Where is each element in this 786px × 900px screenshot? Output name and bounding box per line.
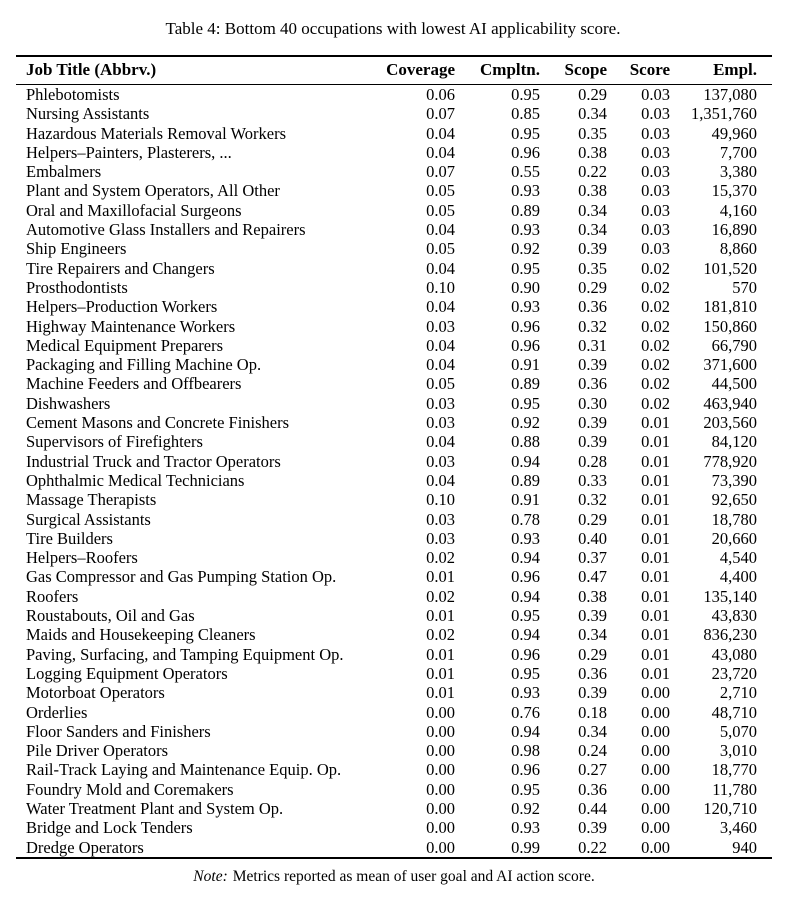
value-cell: 84,120 — [711, 432, 757, 452]
value-cell: 0.96 — [511, 644, 540, 664]
table-row — [16, 259, 772, 278]
note-label: Note: — [193, 867, 228, 885]
value-cell: 0.01 — [641, 490, 670, 510]
table-row — [16, 374, 772, 393]
table-row — [16, 510, 772, 529]
value-cell: 0.01 — [641, 451, 670, 471]
job-title-cell: Massage Therapists — [26, 490, 157, 510]
job-title-cell: Dredge Operators — [26, 837, 144, 857]
value-cell: 0.07 — [426, 104, 455, 124]
value-cell: 0.00 — [426, 721, 455, 741]
value-cell: 11,780 — [712, 779, 757, 799]
value-cell: 0.29 — [578, 85, 607, 104]
value-cell: 0.03 — [641, 85, 670, 104]
table-note — [16, 867, 772, 886]
value-cell: 0.34 — [578, 721, 607, 741]
value-cell: 0.00 — [641, 683, 670, 703]
value-cell: 48,710 — [711, 702, 757, 722]
value-cell: 0.01 — [641, 470, 670, 490]
value-cell: 0.92 — [511, 798, 540, 818]
value-cell: 0.00 — [426, 798, 455, 818]
value-cell: 0.95 — [511, 123, 540, 143]
value-cell: 0.44 — [578, 798, 607, 818]
value-cell: 0.94 — [511, 451, 540, 471]
column-header-score: Score — [629, 60, 670, 79]
job-title-cell: Ophthalmic Medical Technicians — [26, 470, 245, 490]
table-row — [16, 683, 772, 702]
value-cell: 0.35 — [578, 258, 607, 278]
value-cell: 0.01 — [641, 509, 670, 529]
value-cell: 0.05 — [426, 374, 455, 394]
job-title-cell: Helpers–Painters, Plasterers, ... — [26, 142, 232, 162]
value-cell: 0.01 — [426, 683, 455, 703]
value-cell: 0.98 — [511, 741, 540, 761]
value-cell: 0.89 — [511, 374, 540, 394]
value-cell: 0.10 — [426, 277, 455, 297]
value-cell: 0.35 — [578, 123, 607, 143]
value-cell: 0.78 — [511, 509, 540, 529]
table-row — [16, 394, 772, 413]
table-row — [16, 625, 772, 644]
job-title-cell: Medical Equipment Preparers — [26, 335, 224, 355]
job-title-cell: Industrial Truck and Tractor Operators — [26, 451, 281, 471]
value-cell: 0.00 — [426, 818, 455, 838]
job-title-cell: Foundry Mold and Coremakers — [26, 779, 234, 799]
value-cell: 0.38 — [578, 142, 607, 162]
value-cell: 0.39 — [578, 606, 607, 626]
value-cell: 0.94 — [511, 586, 540, 606]
table-header — [16, 56, 772, 85]
job-title-cell: Logging Equipment Operators — [26, 663, 228, 683]
value-cell: 0.01 — [641, 528, 670, 548]
value-cell: 0.27 — [578, 760, 607, 780]
table-row — [16, 124, 772, 143]
job-title-cell: Prosthodontists — [26, 277, 128, 297]
value-cell: 0.03 — [426, 413, 455, 433]
table-row — [16, 606, 772, 625]
job-title-cell: Roustabouts, Oil and Gas — [26, 606, 195, 626]
value-cell: 0.03 — [641, 123, 670, 143]
value-cell: 0.02 — [641, 374, 670, 394]
value-cell: 0.03 — [641, 220, 670, 240]
table-row — [16, 278, 772, 297]
value-cell: 0.36 — [578, 374, 607, 394]
value-cell: 18,770 — [711, 760, 757, 780]
value-cell: 4,160 — [719, 200, 757, 220]
value-cell: 0.34 — [578, 200, 607, 220]
value-cell: 0.93 — [511, 297, 540, 317]
table-row — [16, 645, 772, 664]
value-cell: 0.00 — [641, 818, 670, 838]
value-cell: 0.39 — [578, 413, 607, 433]
value-cell: 0.02 — [426, 625, 455, 645]
table-row — [16, 201, 772, 220]
table-row — [16, 741, 772, 760]
value-cell: 463,940 — [703, 393, 757, 413]
table-row — [16, 838, 772, 858]
value-cell: 0.91 — [511, 490, 540, 510]
table-row — [16, 413, 772, 432]
value-cell: 0.02 — [641, 316, 670, 336]
table-body — [16, 85, 772, 858]
value-cell: 0.01 — [641, 567, 670, 587]
job-title-cell: Embalmers — [26, 162, 102, 182]
value-cell: 0.76 — [511, 702, 540, 722]
value-cell: 0.02 — [641, 297, 670, 317]
value-cell: 0.88 — [511, 432, 540, 452]
value-cell: 0.96 — [511, 760, 540, 780]
value-cell: 135,140 — [703, 586, 757, 606]
job-title-cell: Maids and Housekeeping Cleaners — [26, 625, 256, 645]
value-cell: 0.40 — [578, 528, 607, 548]
value-cell: 2,710 — [719, 683, 757, 703]
table-row — [16, 567, 772, 586]
value-cell: 4,400 — [719, 567, 757, 587]
value-cell: 0.01 — [641, 586, 670, 606]
value-cell: 0.36 — [578, 779, 607, 799]
value-cell: 0.22 — [578, 837, 607, 857]
column-header-job-title-abbrv: Job Title (Abbrv.) — [26, 60, 157, 79]
table-row — [16, 490, 772, 509]
table-row — [16, 239, 772, 258]
table-row — [16, 104, 772, 123]
value-cell: 0.00 — [426, 741, 455, 761]
value-cell: 0.00 — [641, 779, 670, 799]
value-cell: 0.93 — [511, 683, 540, 703]
value-cell: 0.89 — [511, 200, 540, 220]
value-cell: 0.05 — [426, 200, 455, 220]
table-row — [16, 760, 772, 779]
value-cell: 0.95 — [511, 606, 540, 626]
job-title-cell: Helpers–Production Workers — [26, 297, 218, 317]
value-cell: 0.37 — [578, 548, 607, 568]
value-cell: 0.04 — [426, 297, 455, 317]
column-header-scope: Scope — [564, 60, 607, 79]
value-cell: 0.00 — [426, 779, 455, 799]
job-title-cell: Supervisors of Firefighters — [26, 432, 203, 452]
value-cell: 0.24 — [578, 741, 607, 761]
job-title-cell: Nursing Assistants — [26, 104, 150, 124]
job-title-cell: Ship Engineers — [26, 239, 127, 259]
value-cell: 0.04 — [426, 123, 455, 143]
value-cell: 0.03 — [641, 181, 670, 201]
table-row — [16, 162, 772, 181]
value-cell: 0.04 — [426, 142, 455, 162]
value-cell: 0.95 — [511, 85, 540, 104]
value-cell: 0.95 — [511, 258, 540, 278]
table-row — [16, 317, 772, 336]
value-cell: 101,520 — [703, 258, 757, 278]
value-cell: 0.90 — [511, 277, 540, 297]
job-title-cell: Motorboat Operators — [26, 683, 165, 703]
value-cell: 0.00 — [641, 837, 670, 857]
value-cell: 0.95 — [511, 779, 540, 799]
value-cell: 0.04 — [426, 470, 455, 490]
value-cell: 66,790 — [711, 335, 757, 355]
value-cell: 0.01 — [641, 625, 670, 645]
table-row — [16, 780, 772, 799]
value-cell: 0.29 — [578, 644, 607, 664]
value-cell: 0.91 — [511, 355, 540, 375]
job-title-cell: Gas Compressor and Gas Pumping Station Op. — [26, 567, 337, 587]
value-cell: 0.02 — [641, 393, 670, 413]
value-cell: 0.05 — [426, 239, 455, 259]
value-cell: 940 — [732, 837, 757, 857]
job-title-cell: Automotive Glass Installers and Repairers — [26, 220, 306, 240]
value-cell: 0.33 — [578, 470, 607, 490]
job-title-cell: Dishwashers — [26, 393, 111, 413]
table-row — [16, 336, 772, 355]
value-cell: 0.96 — [511, 316, 540, 336]
value-cell: 0.06 — [426, 85, 455, 104]
value-cell: 15,370 — [711, 181, 757, 201]
value-cell: 3,460 — [719, 818, 757, 838]
value-cell: 0.03 — [426, 451, 455, 471]
value-cell: 0.04 — [426, 335, 455, 355]
job-title-cell: Floor Sanders and Finishers — [26, 721, 211, 741]
value-cell: 0.34 — [578, 104, 607, 124]
value-cell: 0.02 — [641, 355, 670, 375]
value-cell: 0.93 — [511, 818, 540, 838]
header-row — [16, 56, 772, 85]
value-cell: 0.30 — [578, 393, 607, 413]
value-cell: 44,500 — [711, 374, 757, 394]
table-row — [16, 548, 772, 567]
job-title-cell: Plant and System Operators, All Other — [26, 181, 280, 201]
value-cell: 0.03 — [641, 200, 670, 220]
value-cell: 0.01 — [641, 644, 670, 664]
value-cell: 0.01 — [641, 548, 670, 568]
value-cell: 371,600 — [703, 355, 757, 375]
job-title-cell: Water Treatment Plant and System Op. — [26, 798, 284, 818]
value-cell: 0.93 — [511, 220, 540, 240]
value-cell: 1,351,760 — [691, 104, 757, 124]
value-cell: 0.32 — [578, 490, 607, 510]
value-cell: 0.05 — [426, 181, 455, 201]
value-cell: 49,960 — [711, 123, 757, 143]
value-cell: 0.94 — [511, 548, 540, 568]
value-cell: 0.10 — [426, 490, 455, 510]
value-cell: 0.99 — [511, 837, 540, 857]
note-text: Metrics reported as mean of user goal and AI action score. — [232, 867, 595, 885]
value-cell: 0.28 — [578, 451, 607, 471]
value-cell: 0.96 — [511, 335, 540, 355]
value-cell: 0.02 — [641, 277, 670, 297]
table-row — [16, 818, 772, 837]
column-header-empl: Empl. — [713, 60, 757, 79]
value-cell: 0.02 — [641, 335, 670, 355]
table-row — [16, 143, 772, 162]
table-row — [16, 722, 772, 741]
table-row — [16, 664, 772, 683]
value-cell: 73,390 — [711, 470, 757, 490]
value-cell: 7,700 — [719, 142, 757, 162]
value-cell: 0.00 — [641, 760, 670, 780]
value-cell: 3,010 — [719, 741, 757, 761]
table-row — [16, 181, 772, 200]
value-cell: 0.02 — [426, 586, 455, 606]
job-title-cell: Machine Feeders and Offbearers — [26, 374, 242, 394]
value-cell: 16,890 — [711, 220, 757, 240]
value-cell: 203,560 — [703, 413, 757, 433]
value-cell: 4,540 — [719, 548, 757, 568]
value-cell: 43,830 — [711, 606, 757, 626]
job-title-cell: Surgical Assistants — [26, 509, 151, 529]
value-cell: 0.47 — [578, 567, 607, 587]
column-header-coverage: Coverage — [386, 60, 455, 79]
value-cell: 0.89 — [511, 470, 540, 490]
value-cell: 0.01 — [641, 663, 670, 683]
value-cell: 0.03 — [426, 528, 455, 548]
table-row — [16, 355, 772, 374]
job-title-cell: Highway Maintenance Workers — [26, 316, 236, 336]
value-cell: 8,860 — [719, 239, 757, 259]
job-title-cell: Paving, Surfacing, and Tamping Equipment Op. — [26, 644, 344, 664]
value-cell: 92,650 — [711, 490, 757, 510]
job-title-cell: Pile Driver Operators — [26, 741, 169, 761]
value-cell: 0.01 — [426, 644, 455, 664]
value-cell: 0.03 — [641, 142, 670, 162]
value-cell: 0.04 — [426, 432, 455, 452]
value-cell: 0.01 — [426, 663, 455, 683]
value-cell: 0.04 — [426, 220, 455, 240]
value-cell: 0.92 — [511, 239, 540, 259]
value-cell: 0.38 — [578, 586, 607, 606]
value-cell: 0.22 — [578, 162, 607, 182]
value-cell: 3,380 — [719, 162, 757, 182]
table-row — [16, 703, 772, 722]
value-cell: 0.39 — [578, 683, 607, 703]
value-cell: 0.93 — [511, 181, 540, 201]
value-cell: 0.01 — [426, 606, 455, 626]
value-cell: 0.96 — [511, 567, 540, 587]
value-cell: 0.29 — [578, 277, 607, 297]
job-title-cell: Orderlies — [26, 702, 88, 722]
value-cell: 0.96 — [511, 142, 540, 162]
value-cell: 0.36 — [578, 297, 607, 317]
value-cell: 0.00 — [641, 741, 670, 761]
table-row — [16, 432, 772, 451]
table-row — [16, 85, 772, 105]
value-cell: 0.94 — [511, 625, 540, 645]
value-cell: 0.93 — [511, 528, 540, 548]
value-cell: 0.18 — [578, 702, 607, 722]
value-cell: 0.04 — [426, 355, 455, 375]
value-cell: 0.36 — [578, 663, 607, 683]
value-cell: 0.03 — [426, 316, 455, 336]
value-cell: 0.38 — [578, 181, 607, 201]
value-cell: 150,860 — [703, 316, 757, 336]
value-cell: 0.03 — [641, 104, 670, 124]
value-cell: 0.02 — [641, 258, 670, 278]
value-cell: 0.95 — [511, 393, 540, 413]
value-cell: 0.01 — [426, 567, 455, 587]
value-cell: 0.39 — [578, 355, 607, 375]
value-cell: 0.00 — [641, 798, 670, 818]
value-cell: 0.01 — [641, 606, 670, 626]
job-title-cell: Helpers–Roofers — [26, 548, 138, 568]
value-cell: 778,920 — [703, 451, 757, 471]
job-title-cell: Bridge and Lock Tenders — [26, 818, 193, 838]
value-cell: 836,230 — [703, 625, 757, 645]
table-row — [16, 587, 772, 606]
job-title-cell: Tire Builders — [26, 528, 113, 548]
job-title-cell: Oral and Maxillofacial Surgeons — [26, 200, 242, 220]
value-cell: 0.07 — [426, 162, 455, 182]
value-cell: 570 — [732, 277, 757, 297]
table-caption: Table 4: Bottom 40 occupations with lowest AI applicability score. — [165, 19, 621, 38]
value-cell: 0.39 — [578, 239, 607, 259]
value-cell: 0.34 — [578, 220, 607, 240]
value-cell: 23,720 — [711, 663, 757, 683]
value-cell: 0.94 — [511, 721, 540, 741]
table-row — [16, 529, 772, 548]
value-cell: 0.29 — [578, 509, 607, 529]
value-cell: 181,810 — [703, 297, 757, 317]
value-cell: 0.01 — [641, 413, 670, 433]
value-cell: 5,070 — [719, 721, 757, 741]
value-cell: 0.00 — [426, 760, 455, 780]
value-cell: 0.03 — [641, 239, 670, 259]
value-cell: 0.02 — [426, 548, 455, 568]
value-cell: 0.32 — [578, 316, 607, 336]
job-title-cell: Packaging and Filling Machine Op. — [26, 355, 262, 375]
table-row — [16, 452, 772, 471]
value-cell: 0.39 — [578, 818, 607, 838]
value-cell: 0.95 — [511, 663, 540, 683]
job-title-cell: Cement Masons and Concrete Finishers — [26, 413, 290, 433]
table-row — [16, 471, 772, 490]
table-row — [16, 220, 772, 239]
value-cell: 0.55 — [511, 162, 540, 182]
job-title-cell: Phlebotomists — [26, 85, 120, 104]
value-cell: 120,710 — [703, 798, 757, 818]
column-header-cmpltn: Cmpltn. — [480, 60, 540, 79]
value-cell: 0.01 — [641, 432, 670, 452]
value-cell: 18,780 — [711, 509, 757, 529]
job-title-cell: Hazardous Materials Removal Workers — [26, 123, 286, 143]
value-cell: 0.04 — [426, 258, 455, 278]
value-cell: 0.00 — [641, 721, 670, 741]
value-cell: 0.34 — [578, 625, 607, 645]
value-cell: 20,660 — [711, 528, 757, 548]
value-cell: 0.03 — [426, 509, 455, 529]
value-cell: 0.39 — [578, 432, 607, 452]
job-title-cell: Rail-Track Laying and Maintenance Equip. Op. — [26, 760, 342, 780]
value-cell: 0.03 — [426, 393, 455, 413]
value-cell: 137,080 — [703, 85, 757, 104]
value-cell: 0.00 — [426, 837, 455, 857]
value-cell: 43,080 — [711, 644, 757, 664]
value-cell: 0.00 — [426, 702, 455, 722]
job-title-cell: Roofers — [26, 586, 79, 606]
table-row — [16, 297, 772, 316]
value-cell: 0.03 — [641, 162, 670, 182]
value-cell: 0.85 — [511, 104, 540, 124]
occupations-table — [16, 55, 772, 859]
job-title-cell: Tire Repairers and Changers — [26, 258, 215, 278]
value-cell: 0.31 — [578, 335, 607, 355]
value-cell: 0.00 — [641, 702, 670, 722]
value-cell: 0.92 — [511, 413, 540, 433]
table-row — [16, 799, 772, 818]
